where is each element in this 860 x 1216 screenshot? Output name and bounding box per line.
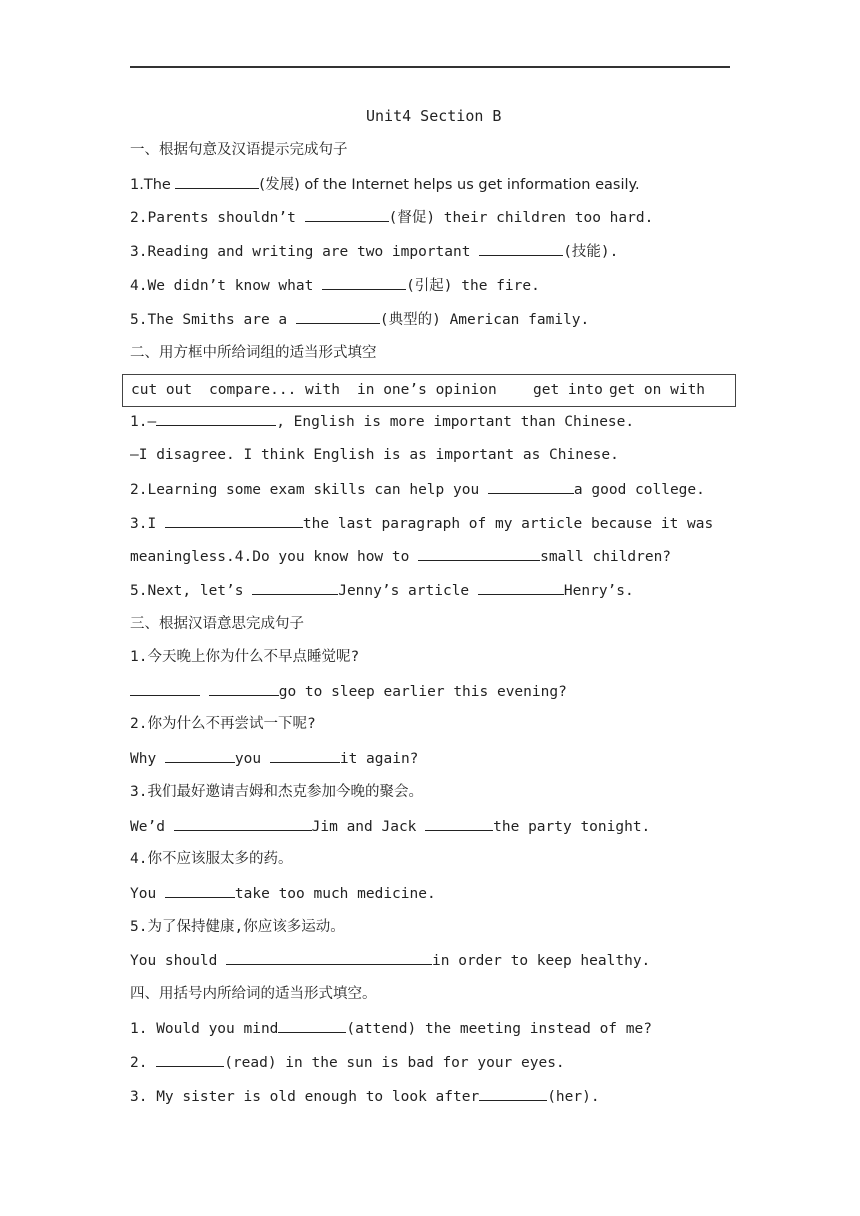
answer-blank[interactable]	[175, 174, 259, 189]
s3-item-5-cn: 5.为了保持健康,你应该多运动。	[130, 919, 345, 935]
s1-item-2: 2.Parents shouldn’t (督促) their children too hard.	[130, 207, 653, 228]
answer-blank[interactable]	[425, 816, 493, 831]
section2-heading: 二、用方框中所给词组的适当形式填空	[130, 345, 377, 361]
phrase-item: get on with	[609, 382, 706, 398]
s4-item-3: 3. My sister is old enough to look after (her).	[130, 1086, 600, 1107]
s3-item-5-en: You should in order to keep healthy.	[130, 950, 650, 971]
s3-item-1-en: go to sleep earlier this evening?	[130, 681, 567, 702]
answer-blank[interactable]	[479, 241, 563, 256]
answer-blank[interactable]	[270, 748, 340, 763]
s3-item-3-en: We’d Jim and Jack the party tonight.	[130, 816, 650, 837]
s3-item-2-en: Why you it again?	[130, 748, 418, 769]
page-title: Unit4 Section B	[366, 107, 502, 125]
s4-item-1: 1. Would you mind (attend) the meeting instead of me?	[130, 1018, 652, 1039]
answer-blank[interactable]	[156, 411, 276, 426]
s3-item-2-cn: 2.你为什么不再尝试一下呢?	[130, 716, 316, 732]
s2-item-3: 3.I the last paragraph of my article because it was	[130, 513, 713, 534]
s1-item-1: 1.The (发展) of the Internet helps us get information easily.	[130, 174, 640, 195]
phrase-item: compare... with	[209, 382, 340, 398]
answer-blank[interactable]	[130, 681, 200, 696]
phrase-box	[122, 374, 736, 407]
answer-blank[interactable]	[209, 681, 279, 696]
s2-item-1-response: —I disagree. I think English is as important as Chinese.	[130, 447, 619, 463]
s2-item-4: meaningless.4.Do you know how to small children?	[130, 546, 671, 567]
phrase-item: get into	[533, 382, 603, 398]
s1-item-4: 4.We didn’t know what (引起) the fire.	[130, 275, 540, 296]
answer-blank[interactable]	[156, 1052, 224, 1067]
section4-heading: 四、用括号内所给词的适当形式填空。	[130, 986, 377, 1002]
section3-heading: 三、根据汉语意思完成句子	[130, 616, 304, 632]
answer-blank[interactable]	[278, 1018, 346, 1033]
s3-item-4-en: You take too much medicine.	[130, 883, 436, 904]
answer-blank[interactable]	[296, 309, 380, 324]
s2-item-1: 1.— , English is more important than Chinese.	[130, 411, 634, 432]
header-rule	[130, 66, 730, 68]
phrase-item: cut out	[131, 382, 193, 398]
answer-blank[interactable]	[478, 580, 564, 595]
s2-item-2: 2.Learning some exam skills can help you a good college.	[130, 479, 705, 500]
s3-item-3-cn: 3.我们最好邀请吉姆和杰克参加今晚的聚会。	[130, 784, 423, 800]
answer-blank[interactable]	[479, 1086, 547, 1101]
answer-blank[interactable]	[165, 883, 235, 898]
answer-blank[interactable]	[418, 546, 540, 561]
s2-item-5: 5.Next, let’s Jenny’s article Henry’s.	[130, 580, 634, 601]
s4-item-2: 2. (read) in the sun is bad for your eyes.	[130, 1052, 565, 1073]
phrase-item: in one’s opinion	[357, 382, 497, 398]
answer-blank[interactable]	[165, 748, 235, 763]
section1-heading: 一、根据句意及汉语提示完成句子	[130, 142, 348, 158]
s3-item-4-cn: 4.你不应该服太多的药。	[130, 851, 293, 867]
answer-blank[interactable]	[165, 513, 303, 528]
answer-blank[interactable]	[252, 580, 338, 595]
s1-item-5: 5.The Smiths are a (典型的) American family.	[130, 309, 589, 330]
answer-blank[interactable]	[322, 275, 406, 290]
s1-item-3: 3.Reading and writing are two important (技能).	[130, 241, 618, 262]
s3-item-1-cn: 1.今天晚上你为什么不早点睡觉呢?	[130, 649, 360, 665]
answer-blank[interactable]	[305, 207, 389, 222]
answer-blank[interactable]	[226, 950, 432, 965]
answer-blank[interactable]	[488, 479, 574, 494]
answer-blank[interactable]	[174, 816, 312, 831]
